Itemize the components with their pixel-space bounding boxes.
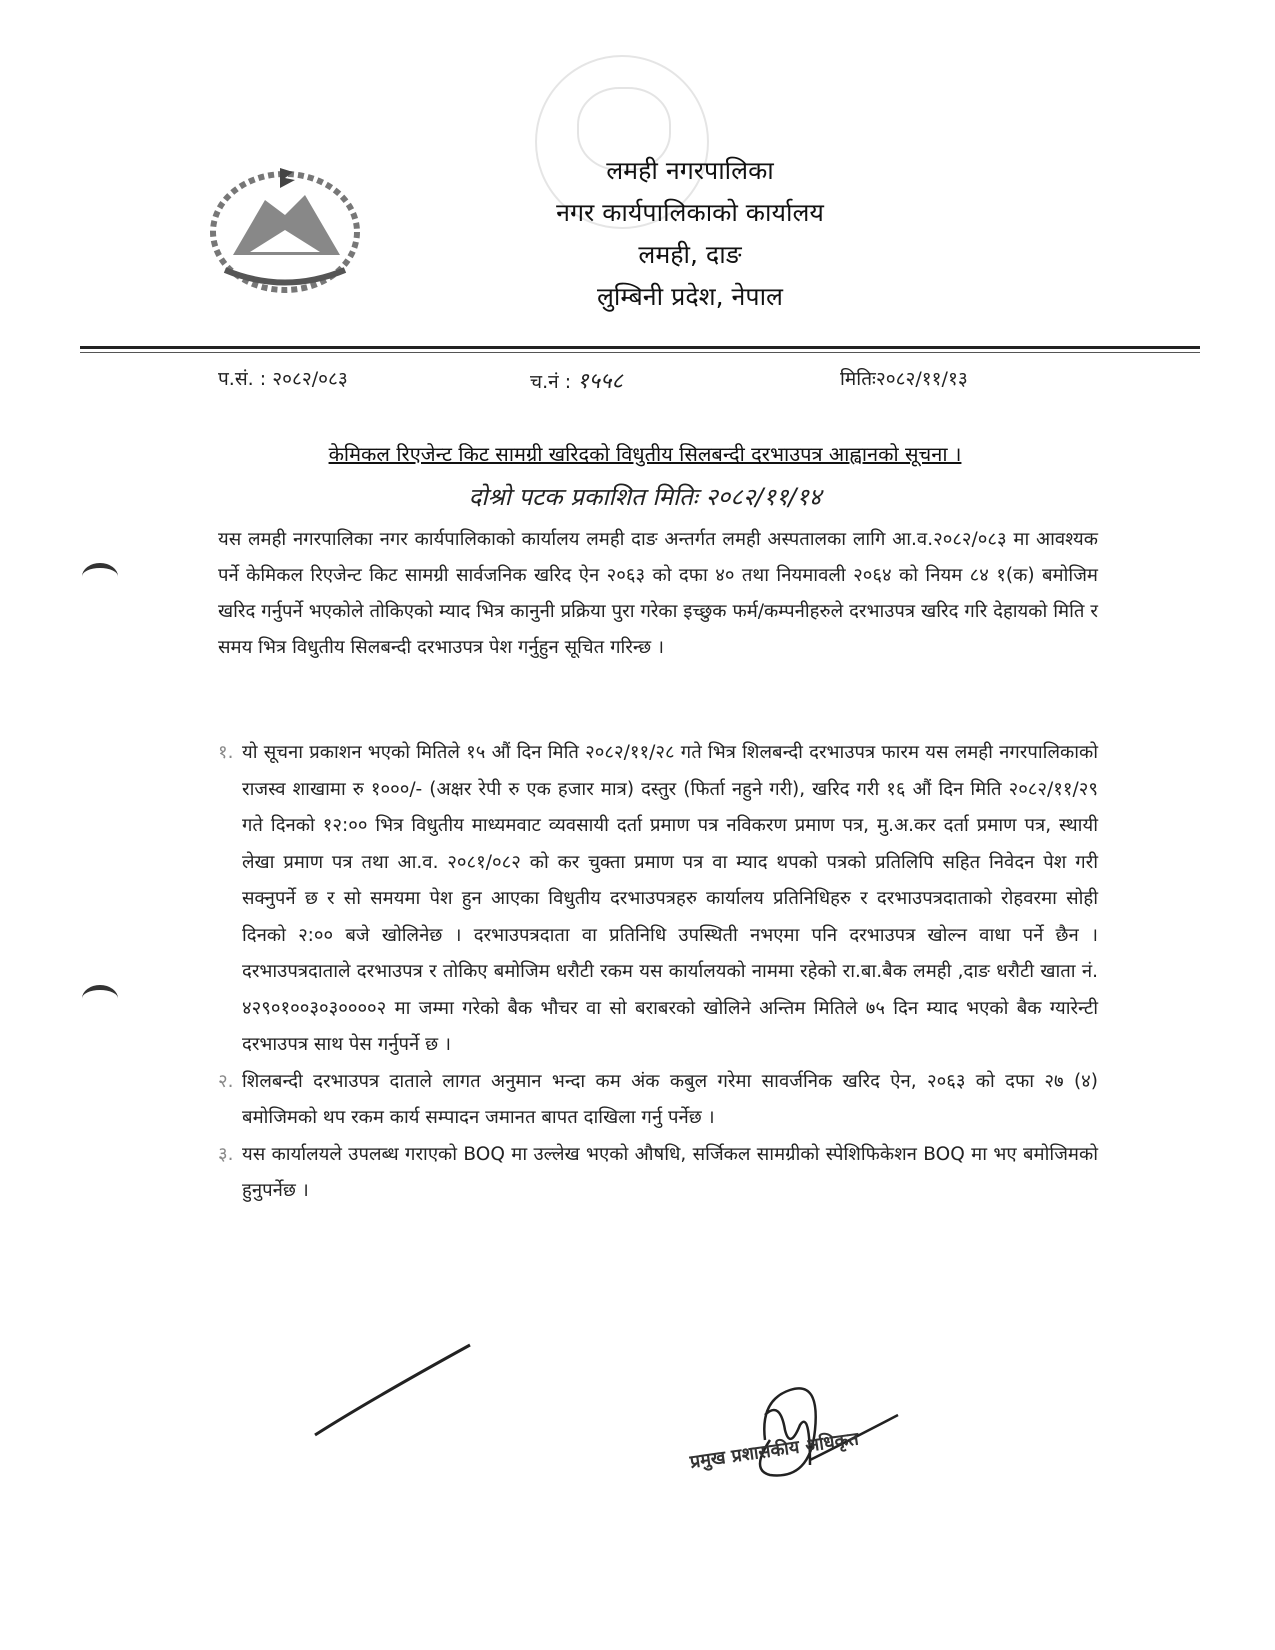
municipality-name: लमही नगरपालिका: [606, 156, 774, 185]
list-item: २. शिलबन्दी दरभाउपत्र दाताले लागत अनुमान भन्दा कम अंक कबुल गरेमा सावर्जनिक खरिद ऐन, २०६३ को दफा २७ (४) बमोजिमको थप रकम कार्य सम्पादन जमानत बापत दाखिला गर्नु पर्नेछ ।: [218, 1070, 1098, 1128]
dispatch-number: च.नं : १५५८: [530, 369, 623, 394]
letter-date: मितिः२०८२/११/१३: [840, 368, 968, 390]
list-item: ३. यस कार्यालयले उपलब्ध गराएको BOQ मा उल्लेख भएको औषधि, सर्जिकल सामग्रीको स्पेशिफिकेशन BOQ मा भए बमोजिमको हुनुपर्नेछ ।: [218, 1143, 1098, 1201]
punch-hole-mark: [82, 985, 118, 1012]
punch-hole-mark: [82, 563, 118, 590]
office-name: नगर कार्यपालिकाको कार्यालय: [556, 198, 824, 227]
publication-date-note: दोश्रो पटक प्रकाशित मितिः २०८२/११/१४: [468, 483, 822, 511]
signatory-title: प्रमुख प्रशासकीय अधिकृत: [688, 1428, 860, 1473]
intro-paragraph: यस लमही नगरपालिका नगर कार्यपालिकाको कार्यालय लमही दाङ अन्तर्गत लमही अस्पतालका लागि आ.व.२०८२/०८३ मा आवश्यक पर्ने केमिकल रिएजेन्ट किट सामग्री सार्वजनिक खरिद ऐन २०६३ को दफा ४० तथा नियमावली २०६४ को नियम ८४ १(क) बमोजिम खरिद गर्नुपर्ने भएकोले तोकिएको म्याद भित्र कानुनी प्रक्रिया पुरा गरेका इच्छुक फर्म/कम्पनीहरुले दरभाउपत्र खरिद गरि देहायको मिति र समय भित्र विधुतीय सिलबन्दी दरभाउपत्र पेश गर्नुहुन सूचित गरिन्छ ।: [218, 529, 1098, 658]
office-header: [440, 150, 940, 318]
office-location: लमही, दाङ: [638, 240, 742, 269]
list-item: १. यो सूचना प्रकाशन भएको मितिले १५ औं दिन मिति २०८२/११/२८ गते भित्र शिलबन्दी दरभाउपत्र फारम यस लमही नगरपालिकाको राजस्व शाखामा रु १०००/- (अक्षर रेपी रु एक हजार मात्र) दस्तुर (फिर्ता नहुने गरी), खरिद गरी १६ औं दिन मिति २०८२/११/२९ गते दिनको १२:०० भित्र विधुतीय माध्यमवाट व्यवसायी दर्ता प्रमाण पत्र नविकरण प्रमाण पत्र, मु.अ.कर दर्ता प्रमाण पत्र, स्थायी लेखा प्रमाण पत्र तथा आ.व. २०८१/०८२ को कर चुक्ता प्रमाण पत्र वा म्याद थपको पत्रको प्रतिलिपि सहित निवेदन पेश गरी सक्नुपर्ने छ र सो समयमा पेश हुन आएका विधुतीय दरभाउपत्रहरु कार्यालय प्रतिनिधिहरु र दरभाउपत्रदाताको रोहवरमा सोही दिनको २:०० बजे खोलिनेछ । दरभाउपत्रदाता वा प्रतिनिधि उपस्थिती नभएमा पनि दरभाउपत्र खोल्न वाधा पर्ने छैन । दरभाउपत्रदाताले दरभाउपत्र र तोकिए बमोजिम धरौटी रकम यस कार्यालयको नाममा रहेको रा.बा.बैक लमही ,दाङ धरौटी खाता नं. ४२९०१००३०३००००२ मा जम्मा गरेको बैक भौचर वा सो बराबरको खोलिने अन्तिम मितिले ७५ दिन म्याद भएको बैक ग्यारेन्टी दरभाउपत्र साथ पेस गर्नुपर्ने छ ।: [218, 742, 1098, 1055]
header-divider-thin: [80, 352, 1200, 353]
nepal-emblem-icon: [205, 160, 365, 295]
letter-number: प.सं. : २०८२/०८३: [218, 368, 348, 390]
province-country: लुम्बिनी प्रदेश, नेपाल: [596, 282, 784, 311]
notice-title: केमिकल रिएजेन्ट किट सामग्री खरिदको विधुतीय सिलबन्दी दरभाउपत्र आह्वानको सूचना ।: [328, 442, 962, 466]
conditions-list: [218, 735, 1098, 1210]
header-divider: [80, 346, 1200, 349]
pen-stroke-mark: [310, 1340, 480, 1450]
